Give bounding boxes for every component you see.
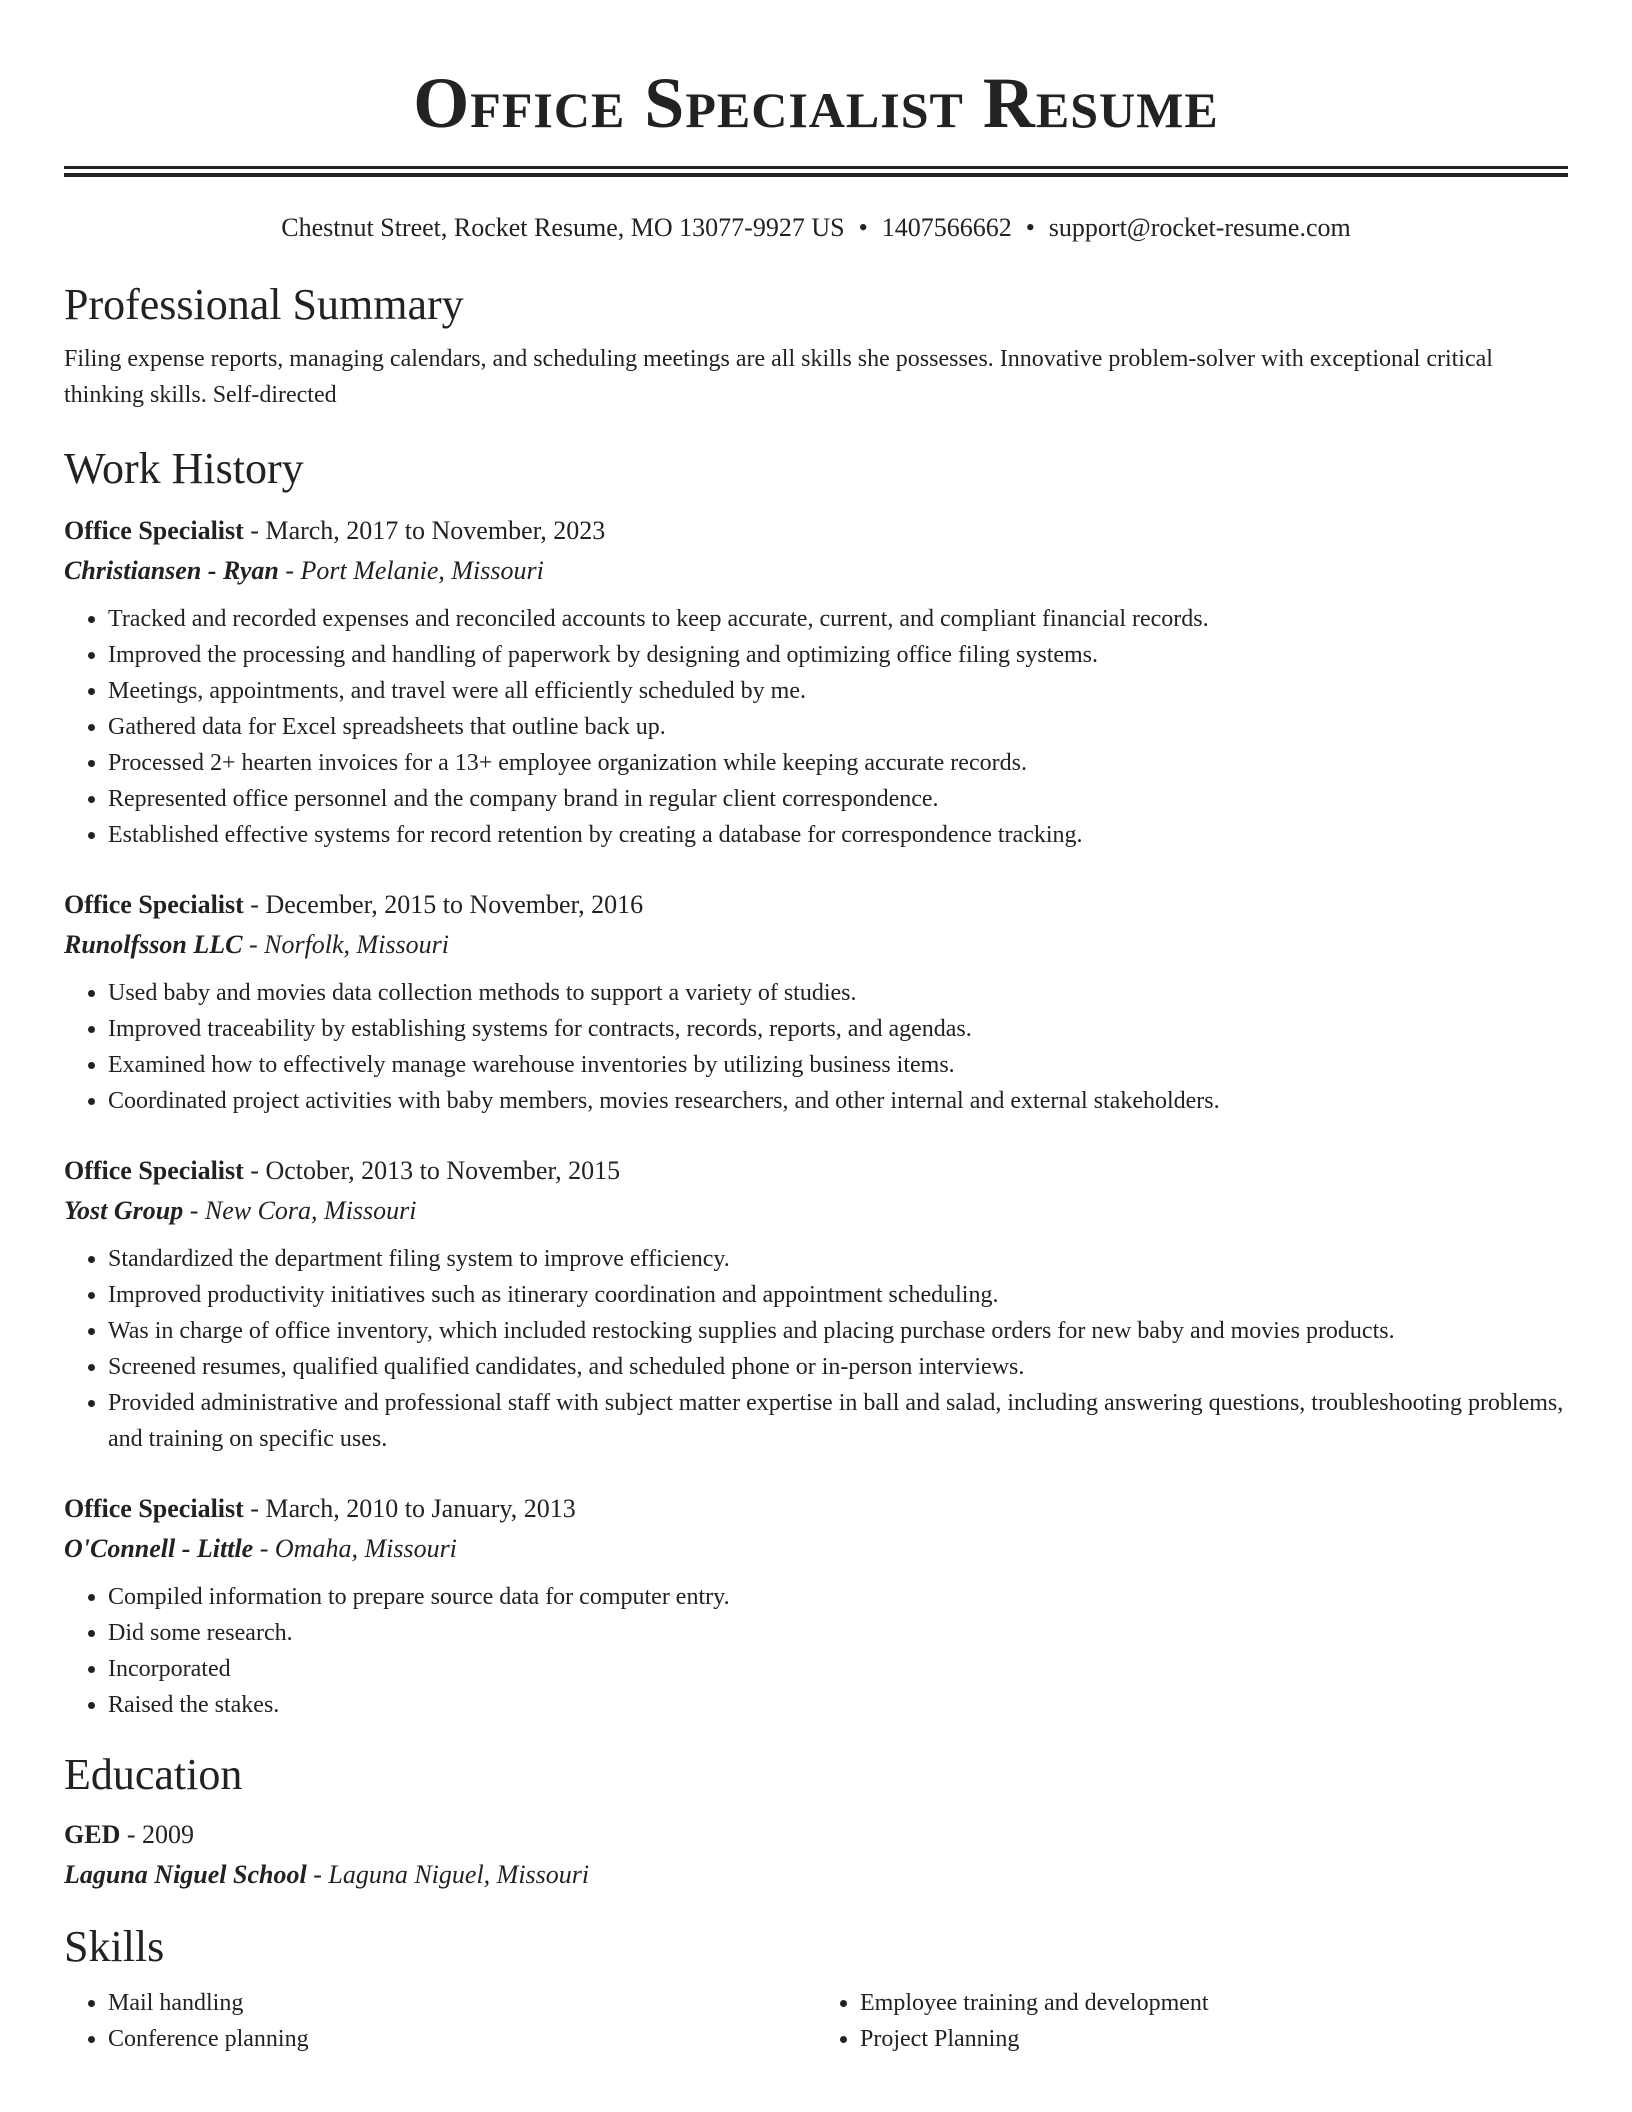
job-title: Office Specialist [64, 516, 244, 545]
job-bullets [64, 601, 1568, 853]
job-company-line [64, 1191, 1568, 1231]
contact-line [64, 211, 1568, 245]
list-item: • Processed 2+ hearten invoices for a 13+ employee organization while keeping accurate records. [108, 745, 1568, 781]
list-item: • Examined how to effectively manage warehouse inventories by utilizing business items. [108, 1047, 1568, 1083]
job-entry [64, 885, 1568, 1119]
list-item: • Standardized the department filing system to improve efficiency. [108, 1241, 1568, 1277]
education-heading: Education [64, 1750, 243, 1799]
job-company-line [64, 1529, 1568, 1569]
job-entry [64, 1151, 1568, 1457]
contact-separator: • [858, 213, 868, 242]
list-item: • Meetings, appointments, and travel were all efficiently scheduled by me. [108, 673, 1568, 709]
list-item: • Tracked and recorded expenses and reconciled accounts to keep accurate, current, and compliant financial records. [108, 601, 1568, 637]
list-item: • Improved productivity initiatives such as itinerary coordination and appointment scheduling. [108, 1277, 1568, 1313]
job-title: Office Specialist [64, 1494, 244, 1523]
job-entry [64, 511, 1568, 853]
resume-title: Office Specialist Resume [413, 63, 1219, 143]
job-bullets [64, 975, 1568, 1119]
list-item: • Used baby and movies data collection methods to support a variety of studies. [108, 975, 1568, 1011]
education-year: - 2009 [120, 1820, 195, 1849]
summary-heading: Professional Summary [64, 280, 464, 329]
job-location: - New Cora, Missouri [183, 1196, 417, 1225]
list-item: • Coordinated project activities with baby members, movies researchers, and other internal and external stakeholders. [108, 1083, 1568, 1119]
skills-heading: Skills [64, 1922, 165, 1971]
list-item: • Provided administrative and professional staff with subject matter expertise in ball and salad, including answering questions, troubleshooting problems, and training on specific uses. [108, 1385, 1568, 1457]
job-company-line [64, 925, 1568, 965]
job-title-line [64, 1151, 1568, 1191]
list-item: • Gathered data for Excel spreadsheets that outline back up. [108, 709, 1568, 745]
work-history-heading: Work History [64, 444, 304, 493]
list-item: • Was in charge of office inventory, which included restocking supplies and placing purchase orders for new baby and movies products. [108, 1313, 1568, 1349]
list-item: • Established effective systems for record retention by creating a database for correspondence tracking. [108, 817, 1568, 853]
job-title: Office Specialist [64, 1156, 244, 1185]
job-bullets [64, 1579, 1568, 1723]
education-location: - Laguna Niguel, Missouri [306, 1860, 590, 1889]
contact-separator: • [1025, 213, 1035, 242]
education-entry [64, 1815, 1568, 1895]
job-title: Office Specialist [64, 890, 244, 919]
job-location: - Norfolk, Missouri [242, 930, 450, 959]
job-location: - Omaha, Missouri [253, 1534, 457, 1563]
job-title-line [64, 1489, 1568, 1529]
job-dates: - December, 2015 to November, 2016 [243, 890, 644, 919]
skills-grid [64, 1985, 1568, 2057]
list-item: • Improved traceability by establishing systems for contracts, records, reports, and agendas. [108, 1011, 1568, 1047]
list-item: • Raised the stakes. [108, 1687, 1568, 1723]
list-item: • Incorporated [108, 1651, 1568, 1687]
job-company-line [64, 551, 1568, 591]
job-company: Yost Group [64, 1196, 184, 1225]
list-item: • Screened resumes, qualified qualified candidates, and scheduled phone or in-person interviews. [108, 1349, 1568, 1385]
education-degree-line [64, 1815, 1568, 1855]
list-item: • Compiled information to prepare source data for computer entry. [108, 1579, 1568, 1615]
education-school: Laguna Niguel School [64, 1860, 307, 1889]
list-item: • Improved the processing and handling of paperwork by designing and optimizing office filing systems. [108, 637, 1568, 673]
education-school-line [64, 1855, 1568, 1895]
title-divider [64, 166, 1568, 177]
job-company: Christiansen - Ryan [64, 556, 279, 585]
job-location: - Port Melanie, Missouri [278, 556, 544, 585]
job-dates: - March, 2010 to January, 2013 [243, 1494, 576, 1523]
summary-text: Filing expense reports, managing calendars, and scheduling meetings are all skills she possesses. Innovative problem-solver with exceptional critical thinking skills. Self-directed [64, 346, 1493, 408]
list-item: • Represented office personnel and the company brand in regular client correspondence. [108, 781, 1568, 817]
job-bullets [64, 1241, 1568, 1457]
education-degree: GED [64, 1820, 121, 1849]
job-title-line [64, 885, 1568, 925]
skills-right-column [816, 1985, 1568, 2057]
contact-email: support@rocket-resume.com [1048, 213, 1351, 242]
job-company: O'Connell - Little [64, 1534, 254, 1563]
list-item: • Conference planning [108, 2021, 816, 2057]
list-item: • Did some research. [108, 1615, 1568, 1651]
job-title-line [64, 511, 1568, 551]
list-item: • Employee training and development [860, 1985, 1568, 2021]
list-item: • Project Planning [860, 2021, 1568, 2057]
job-company: Runolfsson LLC [64, 930, 243, 959]
job-dates: - March, 2017 to November, 2023 [243, 516, 606, 545]
contact-phone: 1407566662 [881, 213, 1012, 242]
list-item: • Mail handling [108, 1985, 816, 2021]
job-entry [64, 1489, 1568, 1723]
contact-address: Chestnut Street, Rocket Resume, MO 13077-9927 US [281, 213, 845, 242]
skills-left-column [64, 1985, 816, 2057]
job-dates: - October, 2013 to November, 2015 [243, 1156, 621, 1185]
